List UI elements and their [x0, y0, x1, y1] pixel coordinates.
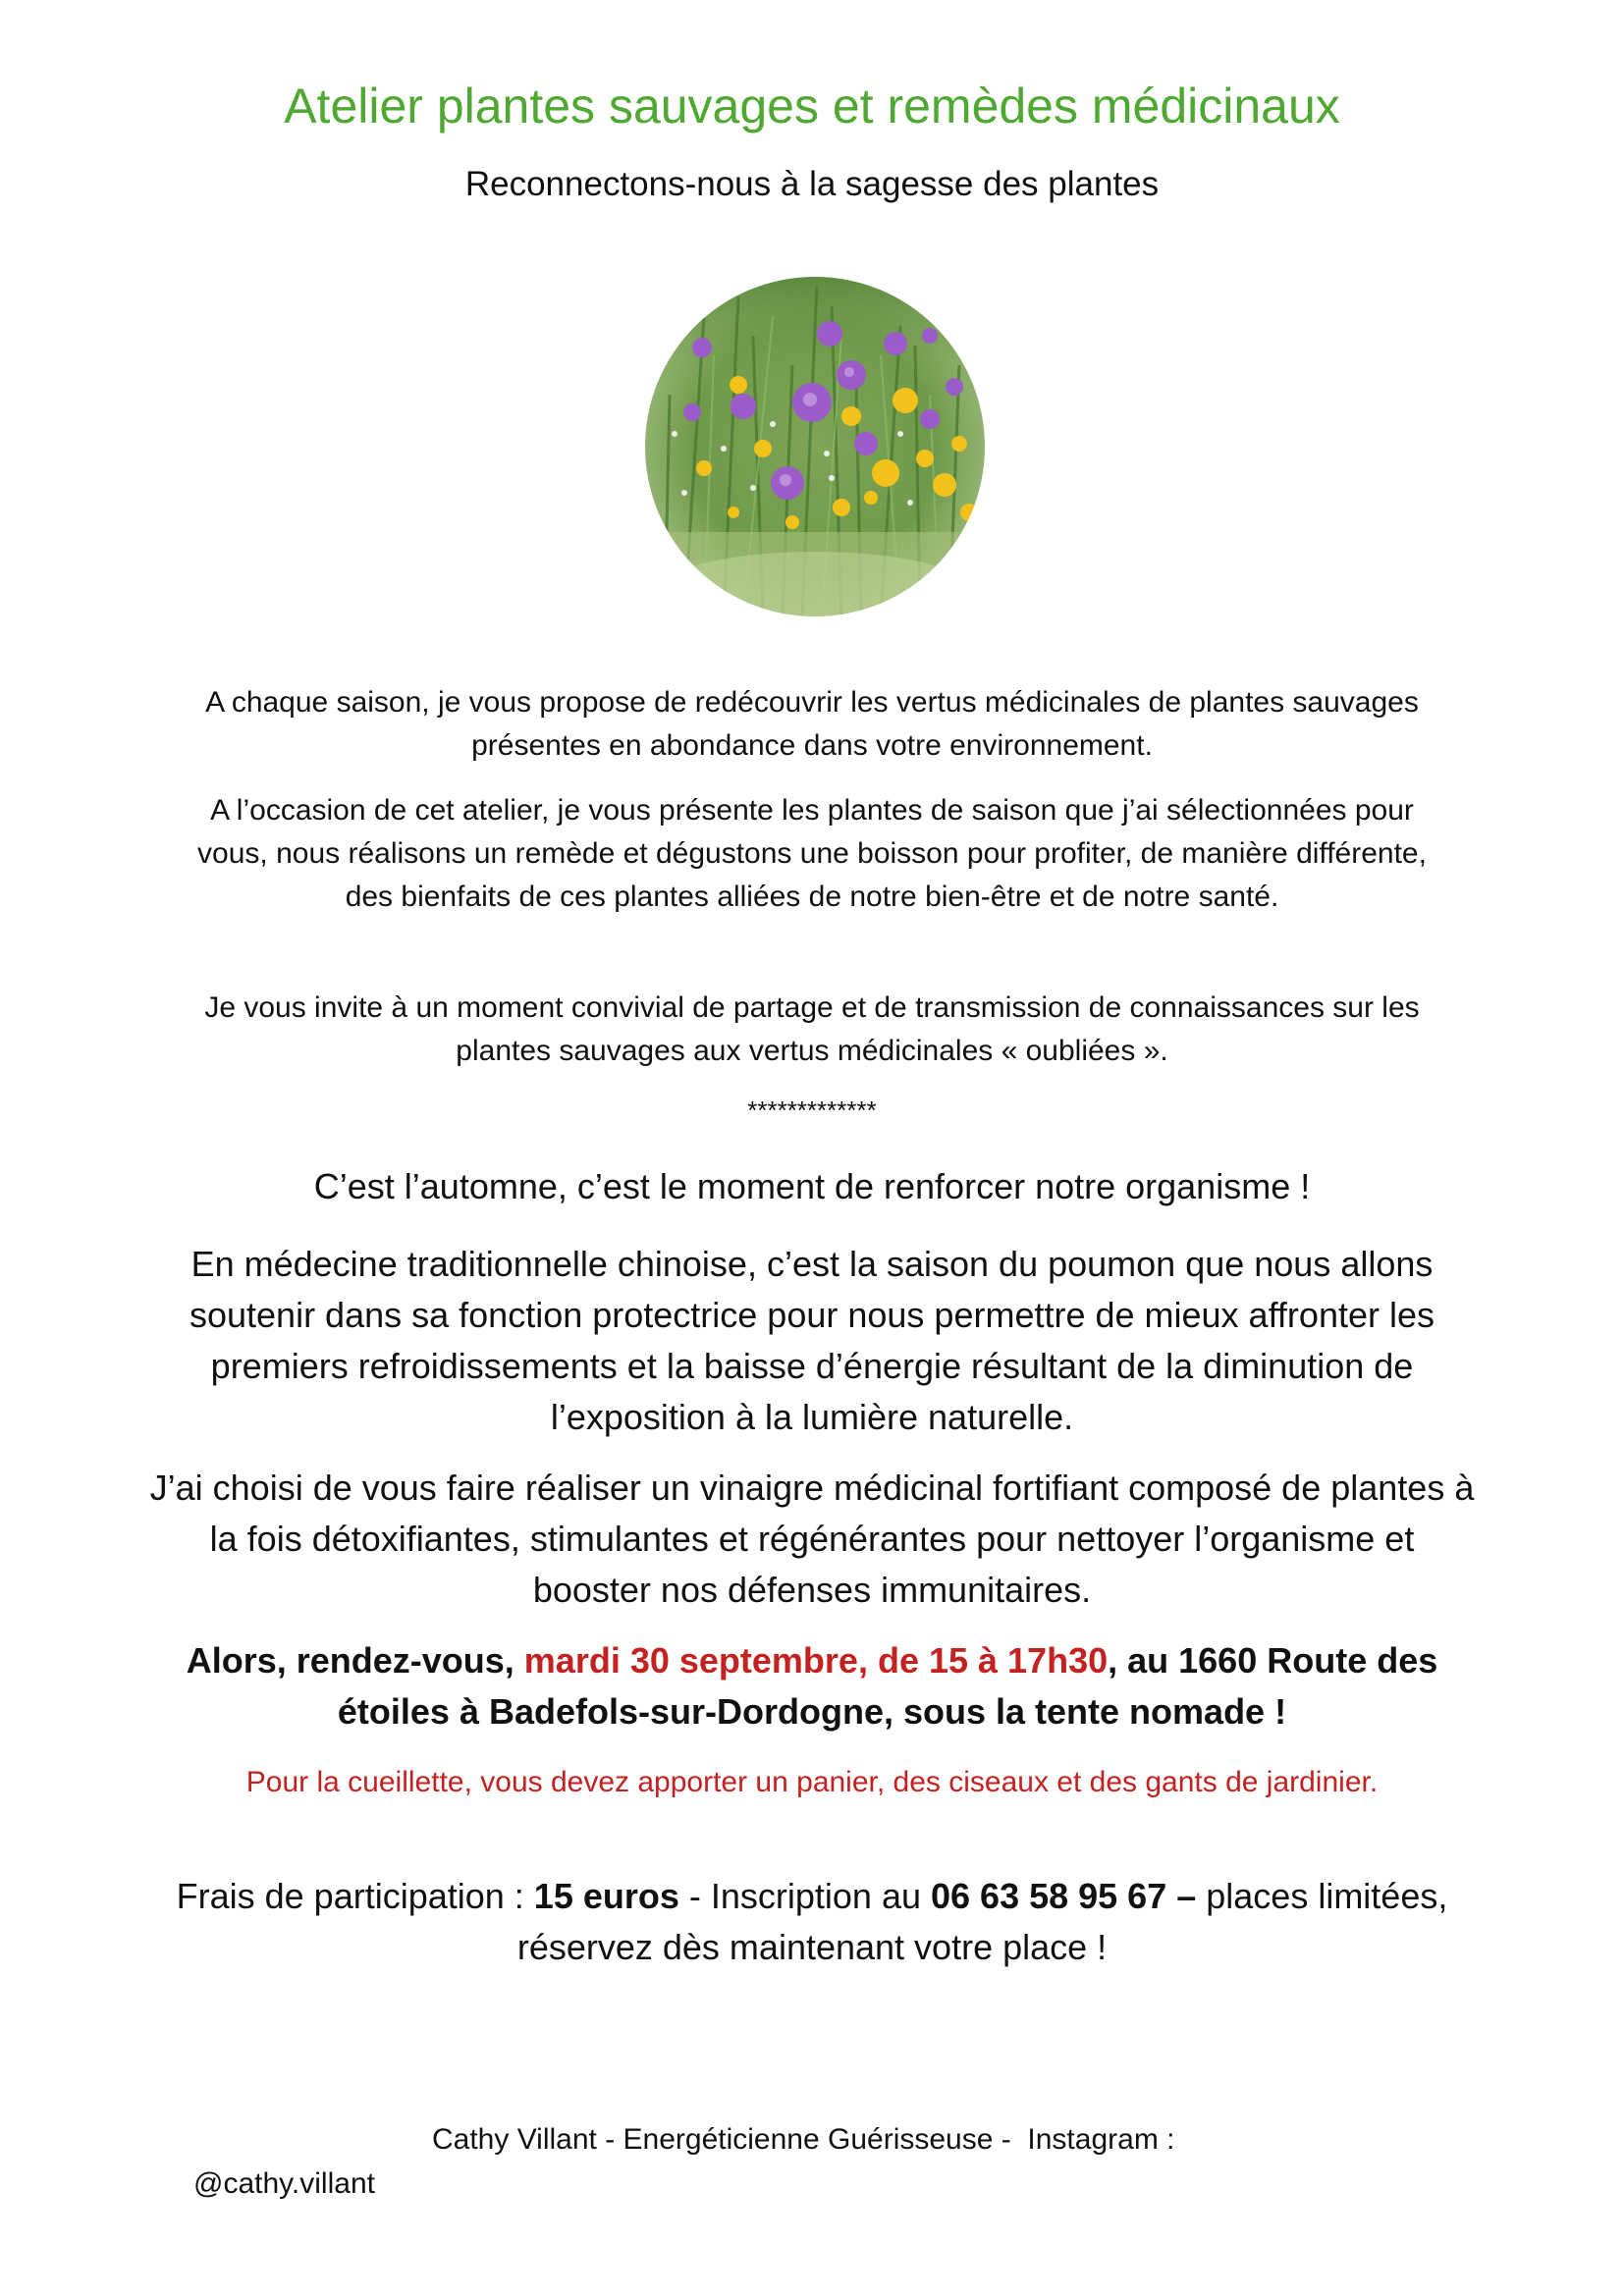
fees-paragraph [147, 1871, 1477, 1973]
page-title: Atelier plantes sauvages et remèdes médicinaux [284, 79, 1340, 133]
separator: ************* [747, 1095, 877, 1125]
vinegar-paragraph: J’ai choisi de vous faire réaliser un vinaigre médicinal fortifiant composé de plantes à la fois détoxifiantes, stimulantes et régénérantes pour nettoyer l’organisme et booster nos défenses immunitaires. [149, 1468, 1475, 1610]
intro-paragraph-3: Je vous invite à un moment convivial de partage et de transmission de connaissances sur les plantes sauvages aux vertus médicinales « oubliées ». [204, 991, 1420, 1067]
event-details [147, 1635, 1477, 1737]
page-subtitle: Reconnectons-nous à la sagesse des plantes [464, 165, 1160, 203]
intro-paragraph-1: A chaque saison, je vous propose de redécouvrir les vertus médicinales de plantes sauvages présentes en abondance dans votre environnement. [205, 686, 1419, 762]
event-date: mardi 30 septembre, de 15 à 17h30 [523, 1640, 1109, 1681]
footer-credit: Cathy Villant - Energéticienne Guérisseuse - Instagram : [432, 2123, 1175, 2156]
phone-number: 06 63 58 95 67 – [931, 1876, 1197, 1916]
autumn-heading: C’est l’automne, c’est le moment de renforcer notre organisme ! [313, 1166, 1311, 1206]
wildflower-photo [645, 277, 985, 616]
event-place: , au 1660 Route des étoiles à Badefols-sur-Dordogne, sous la tente nomade ! [337, 1640, 1438, 1732]
fees-price: 15 euros [533, 1876, 679, 1916]
fees-label: Frais de participation : [176, 1876, 534, 1916]
fees-tail: places limitées, réservez dès maintenant votre place ! [516, 1876, 1448, 1967]
fees-mid: - Inscription au [678, 1876, 931, 1916]
intro-paragraph-2: A l’occasion de cet atelier, je vous présente les plantes de saison que j’ai sélectionnées pour vous, nous réalisons un remède et dégustons une boisson pour profiter, de manière différente, des bienfaits de ces plantes alliées de notre bien-être et de notre santé. [197, 794, 1427, 913]
gathering-notice: Pour la cueillette, vous devez apporter un panier, des ciseaux et des gants de jardinier. [245, 1766, 1379, 1798]
instagram-handle: @cathy.villant [193, 2167, 375, 2200]
event-lead: Alors, rendez-vous, [186, 1640, 524, 1681]
mtc-paragraph: En médecine traditionnelle chinoise, c’est la saison du poumon que nous allons soutenir dans sa fonction protectrice pour nous permettre de mieux affronter les premiers refroidissements et la baisse d’énergie résultant de la diminution de l’exposition à la lumière naturelle. [189, 1244, 1435, 1437]
